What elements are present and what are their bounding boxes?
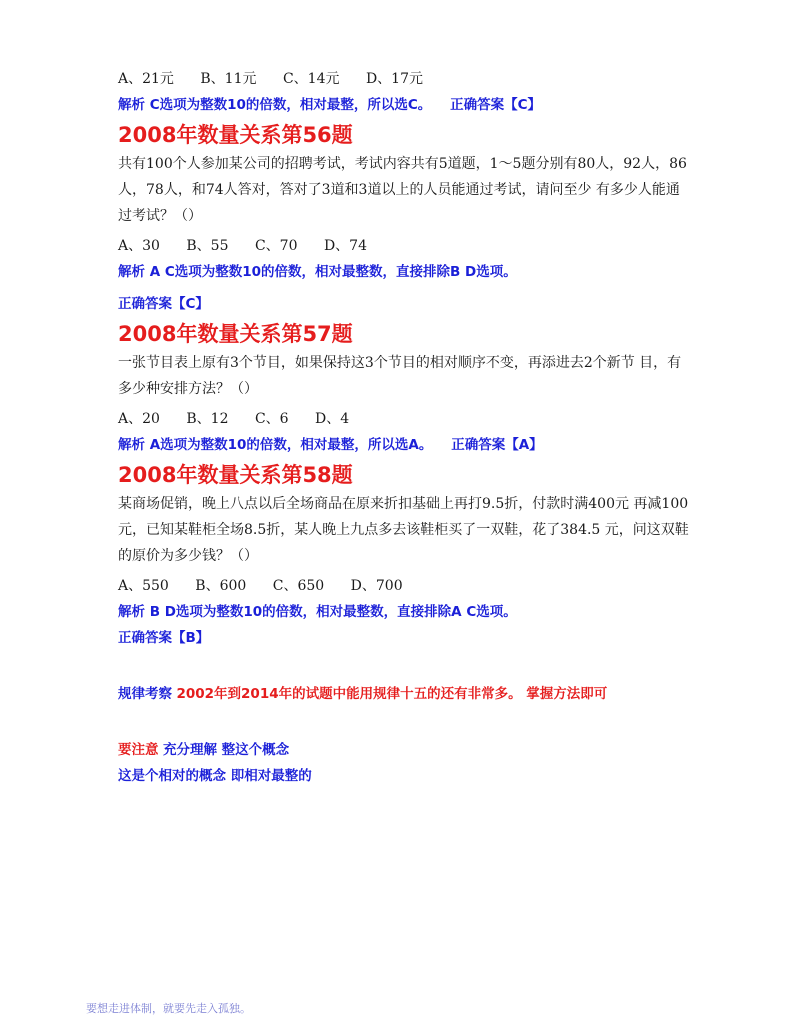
q56-question: 共有100个人参加某公司的招聘考试，考试内容共有5道题，1～5题分别有80人，92人，86人，78人，和74人答对，答对了3道和3道以上的人员能通过考试，请问至少 有多少人能通过考试？（） bbox=[118, 156, 687, 224]
q56-option-c: C、70 bbox=[254, 238, 298, 254]
rule-text: 2002年到2014年的试题中能用规律十五的还有非常多。 掌握方法即可 bbox=[176, 686, 608, 702]
attention-label: 要注意 bbox=[118, 742, 159, 758]
q58-title: 2008年数量关系第58题 bbox=[118, 463, 353, 487]
q57-analysis: 解析 A选项为整数10的倍数，相对最整，所以选A。 bbox=[118, 437, 433, 453]
q57-analysis-line bbox=[118, 432, 698, 458]
q55-analysis-line bbox=[118, 92, 698, 118]
attention-text: 充分理解 整这个概念 bbox=[162, 742, 290, 758]
page-footer: 要想走进体制，就要先走入孤独。 bbox=[86, 1002, 251, 1015]
q57-option-d: D、4 bbox=[315, 411, 350, 427]
rule-note bbox=[118, 681, 698, 707]
rule-label: 规律考察 bbox=[118, 686, 172, 702]
q55-option-b: B、11元 bbox=[200, 71, 257, 87]
attention-note bbox=[118, 737, 698, 763]
q56-title: 2008年数量关系第56题 bbox=[118, 123, 353, 147]
q57-options bbox=[118, 406, 698, 432]
relative-note: 这是个相对的概念 即相对最整的 bbox=[118, 768, 312, 784]
q57-option-a: A、20 bbox=[118, 411, 160, 427]
q58-analysis: 解析 B D选项为整数10的倍数，相对最整数，直接排除A C选项。 bbox=[118, 604, 517, 620]
q55-option-c: C、14元 bbox=[282, 71, 340, 87]
document-page bbox=[118, 66, 698, 789]
q55-option-d: D、17元 bbox=[365, 71, 423, 87]
q57-option-c: C、6 bbox=[254, 411, 289, 427]
q57-answer: 正确答案【A】 bbox=[451, 437, 543, 453]
q56-option-a: A、30 bbox=[118, 238, 160, 254]
q58-option-b: B、600 bbox=[195, 578, 247, 594]
q58-answer: 正确答案【B】 bbox=[118, 630, 210, 646]
q56-options bbox=[118, 233, 698, 259]
q55-answer: 正确答案【C】 bbox=[450, 97, 542, 113]
q58-option-a: A、550 bbox=[118, 578, 169, 594]
q56-option-d: D、74 bbox=[323, 238, 367, 254]
q56-option-b: B、55 bbox=[186, 238, 229, 254]
q58-options bbox=[118, 573, 698, 599]
q55-analysis: 解析 C选项为整数10的倍数，相对最整，所以选C。 bbox=[118, 97, 432, 113]
q57-title: 2008年数量关系第57题 bbox=[118, 322, 353, 346]
q58-question: 某商场促销，晚上八点以后全场商品在原来折扣基础上再打9.5折，付款时满400元 再减100元，已知某鞋柜全场8.5折，某人晚上九点多去该鞋柜买了一双鞋，花了384.5 元，问这双鞋的原价为多少钱？（） bbox=[118, 496, 689, 564]
q56-analysis: 解析 A C选项为整数10的倍数，相对最整数，直接排除B D选项。 bbox=[118, 264, 517, 280]
q57-question: 一张节目表上原有3个节目，如果保持这3个节目的相对顺序不变，再添进去2个新节 目，有多少种安排方法？（） bbox=[118, 355, 682, 397]
q58-option-d: D、700 bbox=[350, 578, 403, 594]
q55-options bbox=[118, 66, 698, 92]
q55-option-a: A、21元 bbox=[118, 71, 174, 87]
q56-answer: 正确答案【C】 bbox=[118, 296, 209, 312]
q57-option-b: B、12 bbox=[186, 411, 229, 427]
q58-option-c: C、650 bbox=[272, 578, 325, 594]
